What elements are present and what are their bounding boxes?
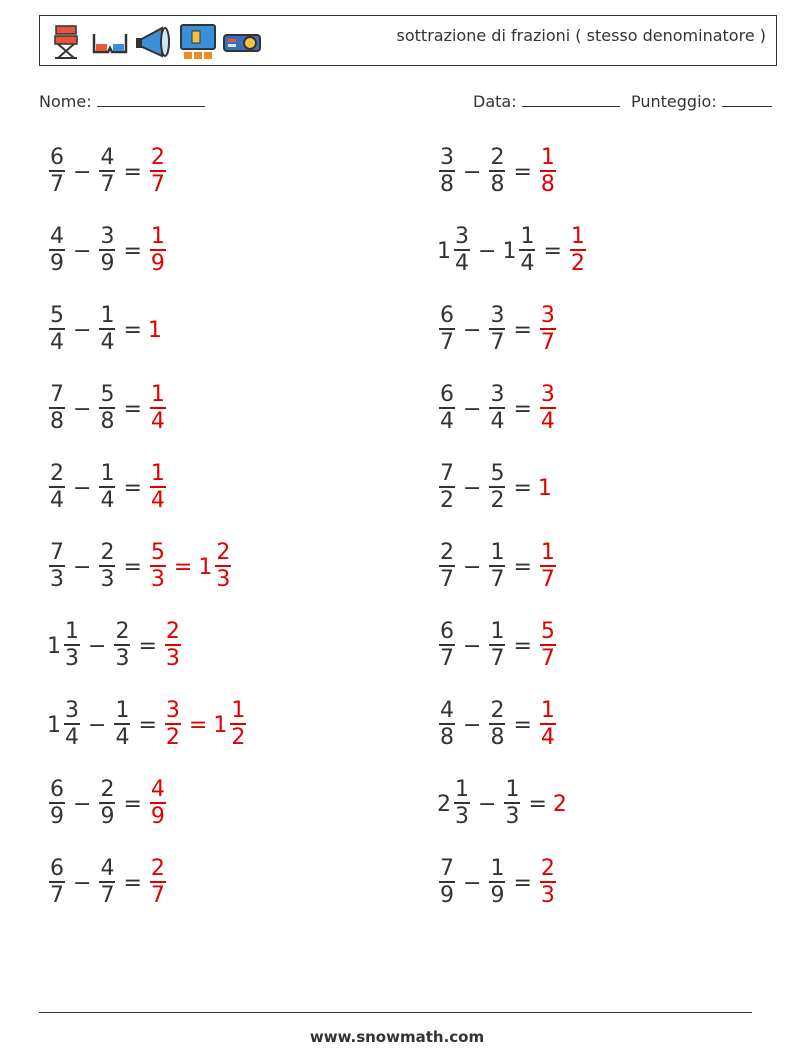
answer-numerator: 1 — [570, 224, 585, 250]
subtrahend-numerator: 5 — [100, 382, 115, 408]
answer-numerator: 3 — [540, 303, 555, 329]
subtrahend-denominator: 9 — [490, 882, 505, 908]
answer-whole: 2 — [552, 791, 567, 817]
minuend-denominator: 8 — [50, 408, 64, 434]
minuend-denominator: 8 — [440, 724, 454, 750]
answer-denominator: 8 — [540, 171, 555, 197]
answer — [568, 225, 588, 277]
minus-sign: − — [478, 238, 497, 264]
equals-sign: = — [123, 554, 142, 580]
answer-numerator: 1 — [540, 540, 555, 566]
problem-r2 — [437, 216, 588, 286]
problem-r7 — [437, 611, 558, 681]
answer — [148, 857, 168, 909]
3d-glasses-icon — [90, 22, 130, 62]
minuend-fraction — [49, 383, 65, 435]
minuend-denominator: 3 — [65, 645, 79, 671]
subtrahend-denominator: 9 — [100, 250, 115, 276]
answer-fraction — [150, 225, 166, 277]
minus-sign: − — [463, 870, 482, 896]
answer-denominator: 7 — [150, 171, 165, 197]
problem-r4 — [437, 374, 558, 444]
minuend-numerator: 3 — [440, 145, 454, 171]
problem-l1 — [47, 137, 168, 207]
subtrahend-numerator: 2 — [115, 619, 130, 645]
problem-l9 — [47, 769, 168, 839]
minuend-numerator: 2 — [440, 540, 454, 566]
equals-sign: = — [123, 317, 142, 343]
minuend-numerator: 4 — [440, 698, 454, 724]
director-chair-icon — [46, 22, 86, 62]
minuend-fraction — [49, 541, 65, 593]
minuend-whole: 1 — [437, 238, 451, 264]
minuend-fraction — [439, 699, 455, 751]
subtrahend-numerator: 1 — [115, 698, 130, 724]
answer-fraction — [540, 541, 556, 593]
minuend-fraction — [439, 857, 455, 909]
minus-sign: − — [73, 317, 92, 343]
subtrahend-denominator: 7 — [490, 645, 505, 671]
minuend-numerator: 6 — [440, 619, 454, 645]
answer — [538, 541, 558, 593]
answer — [148, 383, 168, 435]
name-label: Nome: — [39, 92, 92, 111]
subtrahend-whole: 1 — [502, 238, 517, 264]
problem-r1 — [437, 137, 558, 207]
equals-sign: = — [528, 791, 547, 817]
minuend-numerator: 2 — [50, 461, 64, 487]
minuend-denominator: 9 — [50, 250, 64, 276]
subtrahend-numerator: 2 — [490, 145, 505, 171]
answer — [148, 541, 233, 593]
minuend-numerator: 7 — [50, 540, 64, 566]
minus-sign: − — [463, 633, 482, 659]
film-screen-icon — [178, 22, 218, 62]
minuend-denominator: 3 — [455, 803, 469, 829]
subtrahend-fraction — [489, 699, 505, 751]
minuend-fraction — [439, 146, 455, 198]
equals-sign: = — [513, 475, 532, 501]
score-label: Punteggio: — [631, 92, 717, 111]
answer-denominator: 3 — [150, 566, 165, 592]
minuend-numerator: 7 — [50, 382, 64, 408]
answer-whole: 1 — [537, 475, 552, 501]
name-field — [39, 92, 205, 111]
subtrahend-fraction — [489, 462, 505, 514]
answer-fraction — [165, 620, 181, 672]
answer-denominator: 7 — [540, 566, 555, 592]
minuend-denominator: 9 — [440, 882, 454, 908]
answer-numerator: 1 — [150, 224, 165, 250]
minuend-numerator: 3 — [65, 698, 79, 724]
minus-sign: − — [463, 475, 482, 501]
worksheet-header — [39, 15, 777, 66]
answer-denominator: 7 — [150, 882, 165, 908]
answer-equals-sign: = — [188, 712, 208, 738]
minuend-fraction — [49, 146, 65, 198]
subtrahend-denominator: 4 — [490, 408, 505, 434]
answer-fraction — [540, 304, 556, 356]
minuend-fraction — [439, 620, 455, 672]
subtrahend-denominator: 8 — [490, 171, 505, 197]
minuend-fraction — [49, 778, 65, 830]
minuend-numerator: 1 — [65, 619, 79, 645]
subtrahend-denominator: 3 — [505, 803, 520, 829]
equals-sign: = — [513, 317, 532, 343]
answer — [553, 792, 568, 817]
answer-denominator: 4 — [540, 408, 555, 434]
problem-l2 — [47, 216, 168, 286]
equals-sign: = — [123, 396, 142, 422]
subtrahend-numerator: 4 — [100, 145, 115, 171]
equals-sign: = — [123, 791, 142, 817]
answer — [538, 476, 553, 501]
problem-l7 — [47, 611, 183, 681]
answer-denominator: 7 — [540, 645, 555, 671]
subtrahend-fraction — [489, 857, 505, 909]
subtrahend-numerator: 3 — [100, 224, 115, 250]
answer-numerator: 2 — [540, 856, 555, 882]
problem-r8 — [437, 690, 558, 760]
answer-fraction — [150, 778, 166, 830]
subtrahend-fraction — [99, 462, 115, 514]
answer-denominator: 9 — [150, 250, 165, 276]
problem-r9 — [437, 769, 568, 839]
answer — [148, 462, 168, 514]
subtrahend-denominator: 3 — [100, 566, 115, 592]
subtrahend-denominator: 9 — [100, 803, 115, 829]
minus-sign: − — [463, 712, 482, 738]
minus-sign: − — [73, 791, 92, 817]
answer-fraction — [230, 699, 246, 751]
subtrahend-fraction — [519, 225, 535, 277]
minus-sign: − — [463, 396, 482, 422]
minuend-denominator: 9 — [50, 803, 64, 829]
answer — [148, 778, 168, 830]
answer-numerator: 2 — [150, 145, 165, 171]
answer-denominator: 2 — [165, 724, 180, 750]
answer-denominator: 9 — [150, 803, 165, 829]
subtrahend-numerator: 3 — [490, 382, 505, 408]
answer-denominator: 4 — [150, 408, 165, 434]
minuend-numerator: 1 — [455, 777, 469, 803]
subtrahend-numerator: 5 — [490, 461, 505, 487]
subtrahend-fraction — [489, 620, 505, 672]
answer-equals-sign: = — [173, 554, 193, 580]
subtrahend-numerator: 2 — [100, 777, 115, 803]
minuend-numerator: 5 — [50, 303, 64, 329]
minuend-fraction — [439, 304, 455, 356]
minuend-denominator: 8 — [440, 171, 454, 197]
subtrahend-fraction — [114, 620, 130, 672]
problem-l5 — [47, 453, 168, 523]
equals-sign: = — [513, 396, 532, 422]
equals-sign: = — [123, 870, 142, 896]
subtrahend-numerator: 1 — [490, 540, 505, 566]
answer-numerator: 1 — [540, 698, 555, 724]
subtrahend-numerator: 1 — [100, 461, 115, 487]
minuend-denominator: 4 — [50, 487, 64, 513]
answer-fraction — [540, 146, 556, 198]
score-field — [631, 92, 772, 111]
minuend-denominator: 7 — [50, 882, 64, 908]
minus-sign: − — [463, 317, 482, 343]
equals-sign: = — [123, 238, 142, 264]
answer-numerator: 1 — [150, 382, 165, 408]
answer-numerator: 3 — [165, 698, 180, 724]
minus-sign: − — [73, 475, 92, 501]
minuend-denominator: 3 — [50, 566, 64, 592]
answer-numerator: 1 — [231, 698, 246, 724]
subtrahend-fraction — [99, 225, 115, 277]
answer-denominator: 7 — [540, 329, 555, 355]
subtrahend-numerator: 1 — [490, 619, 505, 645]
minus-sign: − — [73, 238, 92, 264]
answer — [163, 699, 248, 751]
answer-whole: 1 — [198, 554, 213, 580]
subtrahend-fraction — [114, 699, 130, 751]
answer — [538, 857, 558, 909]
answer-fraction — [540, 857, 556, 909]
projector-icon — [222, 22, 262, 62]
equals-sign: = — [123, 475, 142, 501]
subtrahend-fraction — [99, 383, 115, 435]
subtrahend-fraction — [489, 146, 505, 198]
minuend-fraction — [454, 225, 470, 277]
subtrahend-numerator: 1 — [520, 224, 535, 250]
answer-numerator: 2 — [165, 619, 180, 645]
equals-sign: = — [513, 159, 532, 185]
subtrahend-denominator: 7 — [100, 171, 115, 197]
minuend-denominator: 7 — [440, 645, 454, 671]
answer-denominator: 2 — [231, 724, 246, 750]
subtrahend-denominator: 2 — [490, 487, 505, 513]
answer — [148, 225, 168, 277]
equals-sign: = — [138, 633, 157, 659]
answer-fraction — [540, 699, 556, 751]
equals-sign: = — [138, 712, 157, 738]
answer-whole: 1 — [147, 317, 162, 343]
minuend-numerator: 3 — [455, 224, 469, 250]
subtrahend-fraction — [99, 778, 115, 830]
equals-sign: = — [513, 712, 532, 738]
answer-denominator: 4 — [150, 487, 165, 513]
problem-l8 — [47, 690, 248, 760]
answer — [538, 620, 558, 672]
minuend-denominator: 4 — [455, 250, 469, 276]
answer-whole: 1 — [213, 712, 228, 738]
footer-url: www.snowmath.com — [309, 1028, 485, 1046]
answer-denominator: 3 — [216, 566, 231, 592]
minuend-fraction — [49, 225, 65, 277]
problem-l3 — [47, 295, 163, 365]
answer — [163, 620, 183, 672]
problem-r10 — [437, 848, 558, 918]
answer — [538, 304, 558, 356]
name-blank[interactable] — [97, 92, 205, 107]
subtrahend-denominator: 7 — [490, 566, 505, 592]
minuend-denominator: 4 — [50, 329, 64, 355]
subtrahend-fraction — [489, 304, 505, 356]
subtrahend-denominator: 8 — [100, 408, 115, 434]
minuend-denominator: 7 — [440, 566, 454, 592]
minus-sign: − — [73, 159, 92, 185]
answer-denominator: 4 — [540, 724, 555, 750]
minus-sign: − — [73, 554, 92, 580]
minuend-denominator: 7 — [50, 171, 64, 197]
minuend-numerator: 6 — [440, 382, 454, 408]
answer-fraction — [570, 225, 586, 277]
answer-fraction — [540, 383, 556, 435]
answer-denominator: 2 — [570, 250, 585, 276]
answer-fraction — [150, 541, 166, 593]
answer-numerator: 5 — [150, 540, 165, 566]
subtrahend-denominator: 4 — [520, 250, 535, 276]
subtrahend-denominator: 8 — [490, 724, 505, 750]
megaphone-icon — [134, 22, 174, 62]
date-field — [473, 92, 620, 111]
subtrahend-fraction — [99, 146, 115, 198]
subtrahend-numerator: 1 — [490, 856, 505, 882]
equals-sign: = — [543, 238, 562, 264]
minuend-fraction — [439, 383, 455, 435]
answer-fraction — [150, 857, 166, 909]
subtrahend-numerator: 2 — [100, 540, 115, 566]
date-blank[interactable] — [522, 92, 620, 107]
answer-fraction — [150, 383, 166, 435]
minus-sign: − — [463, 554, 482, 580]
answer-numerator: 1 — [540, 145, 555, 171]
subtrahend-denominator: 7 — [490, 329, 505, 355]
minuend-fraction — [439, 462, 455, 514]
problem-r3 — [437, 295, 558, 365]
equals-sign: = — [513, 870, 532, 896]
minuend-denominator: 7 — [440, 329, 454, 355]
minus-sign: − — [73, 396, 92, 422]
footer-divider — [39, 1012, 752, 1013]
equals-sign: = — [123, 159, 142, 185]
minuend-whole: 2 — [437, 791, 451, 817]
minuend-denominator: 4 — [440, 408, 454, 434]
answer-numerator: 3 — [540, 382, 555, 408]
score-blank[interactable] — [722, 92, 772, 107]
minuend-numerator: 4 — [50, 224, 64, 250]
answer-numerator: 1 — [150, 461, 165, 487]
minuend-fraction — [64, 699, 80, 751]
minuend-fraction — [49, 304, 65, 356]
problem-l4 — [47, 374, 168, 444]
problem-r5 — [437, 453, 553, 523]
answer-denominator: 3 — [540, 882, 555, 908]
answer — [148, 146, 168, 198]
minuend-numerator: 6 — [50, 856, 64, 882]
answer — [148, 318, 163, 343]
problem-l10 — [47, 848, 168, 918]
subtrahend-numerator: 4 — [100, 856, 115, 882]
minuend-numerator: 6 — [50, 145, 64, 171]
minuend-fraction — [49, 462, 65, 514]
problem-l6 — [47, 532, 233, 602]
answer — [538, 699, 558, 751]
minuend-denominator: 4 — [65, 724, 79, 750]
answer-numerator: 2 — [216, 540, 231, 566]
subtrahend-numerator: 1 — [505, 777, 520, 803]
minuend-numerator: 6 — [440, 303, 454, 329]
minuend-numerator: 7 — [440, 461, 454, 487]
subtrahend-denominator: 3 — [115, 645, 130, 671]
minuend-fraction — [49, 857, 65, 909]
minus-sign: − — [463, 159, 482, 185]
minuend-numerator: 7 — [440, 856, 454, 882]
subtrahend-fraction — [489, 383, 505, 435]
header-icons — [46, 22, 262, 62]
minuend-numerator: 6 — [50, 777, 64, 803]
subtrahend-fraction — [99, 304, 115, 356]
subtrahend-numerator: 1 — [100, 303, 115, 329]
date-label: Data: — [473, 92, 517, 111]
subtrahend-denominator: 4 — [100, 487, 115, 513]
minus-sign: − — [73, 870, 92, 896]
equals-sign: = — [513, 554, 532, 580]
subtrahend-fraction — [504, 778, 520, 830]
minuend-fraction — [454, 778, 470, 830]
minus-sign: − — [88, 633, 107, 659]
minus-sign: − — [478, 791, 497, 817]
minuend-denominator: 2 — [440, 487, 454, 513]
answer-fraction — [150, 146, 166, 198]
subtrahend-denominator: 4 — [100, 329, 115, 355]
equals-sign: = — [513, 633, 532, 659]
answer-fraction — [150, 462, 166, 514]
minus-sign: − — [88, 712, 107, 738]
subtrahend-fraction — [99, 857, 115, 909]
subtrahend-denominator: 7 — [100, 882, 115, 908]
answer — [538, 383, 558, 435]
subtrahend-numerator: 2 — [490, 698, 505, 724]
answer-numerator: 4 — [150, 777, 165, 803]
answer-denominator: 3 — [165, 645, 180, 671]
minuend-whole: 1 — [47, 712, 61, 738]
minuend-whole: 1 — [47, 633, 61, 659]
answer-numerator: 5 — [540, 619, 555, 645]
subtrahend-fraction — [489, 541, 505, 593]
answer-fraction — [540, 620, 556, 672]
minuend-fraction — [64, 620, 80, 672]
answer — [538, 146, 558, 198]
answer-numerator: 2 — [150, 856, 165, 882]
problem-r6 — [437, 532, 558, 602]
worksheet-title: sottrazione di frazioni ( stesso denominatore ) — [396, 26, 766, 45]
answer-fraction — [165, 699, 181, 751]
subtrahend-denominator: 4 — [115, 724, 130, 750]
subtrahend-fraction — [99, 541, 115, 593]
minuend-fraction — [439, 541, 455, 593]
answer-fraction — [215, 541, 231, 593]
subtrahend-numerator: 3 — [490, 303, 505, 329]
